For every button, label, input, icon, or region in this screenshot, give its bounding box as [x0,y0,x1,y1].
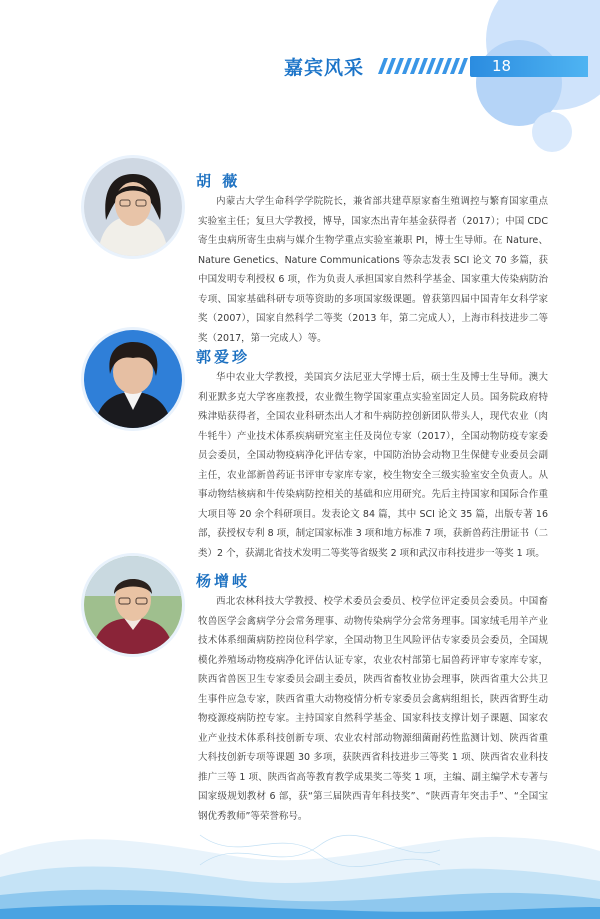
section-title: 嘉宾风采 [284,57,365,79]
stripes-decoration [378,58,470,74]
speaker-bio: 内蒙古大学生命科学学院院长，兼省部共建草原家畜生殖调控与繁育国家重点实验室主任；复旦大学教授，博导，国家杰出青年基金获得者（2017）；中国 CDC 寄生虫病所寄生虫病与媒介生物学重点实验室兼职 PI，博士生导师。在 Nature、Nature Genetics、Nature Communications 等杂志发表 SCI 论文 70 多篇，获中国发明专利授权 6 项，作为负责人承担国家自然科学基金、国家重大传染病防治专项、国家基础科研专项等资助的多项国家级课题。曾获第四届中国青年女科学家奖（2007），国家自然科学二等奖（2013 年，第二完成人），上海市科技进步二等奖（2017，第一完成人）等。 [198,196,548,344]
speaker-name: 胡 薇 [196,172,241,190]
wave-decoration [0,795,600,919]
speaker-name: 郭爱珍 [196,348,251,366]
speaker-bio: 西北农林科技大学教授、校学术委员会委员、校学位评定委员会委员。中国畜牧兽医学会禽病学分会常务理事、动物传染病学分会常务理事。国家绒毛用羊产业技术体系细菌病防控岗位科学家，全国动物卫生风险评估专家委员会委员，全国规模化养殖场动物疫病净化评估认证专家，农业农村部第七届兽药评审专家库专家，陕西省兽医卫生专家委员会副主委员，陕西省畜牧业协会理事，陕西省重大公共卫生事件应急专家，陕西省重大动物疫情分析专家委员会禽病组组长，陕西省野生动物疫源疫病防控专家。主持国家自然科学基金、国家科技支撑计划子课题、国家农业产业技术体系科技创新专项、农业农村部动物源细菌耐药性监测计划、陕西省重大科技创新专项等课题 30 多项，获陕西省科技进步三等奖 1 项、陕西省农业科技推广三等 1 项、陕西省高等教育教学成果奖二等奖 1 项，主编、副主编学术专著与国家级规划教材 6 部，获“第三届陕西青年科技奖”、“陕西青年突击手”、“全国宝钢优秀教师”等荣誉称号。 [198,596,548,822]
portrait-photo [84,158,182,256]
portrait-photo [84,330,182,428]
speaker-bio: 华中农业大学教授，美国宾夕法尼亚大学博士后，硕士生及博士生导师。澳大利亚默多克大学客座教授，农业微生物学国家重点实验室固定人员。国务院政府特殊津贴获得者，全国农业科研杰出人才和牛病防控创新团队带头人，现代农业（肉牛牦牛）产业技术体系疾病研究室主任及岗位专家（2017），全国动物防疫专家委员会委员，全国动物疫病净化评估专家，中国防治协会动物卫生保健专业委员会副主任，农业部新兽药证书评审专家库专家，校生物安全三级实验室安全负责人。从事动物结核病和牛传染病防控相关的基础和应用研究。先后主持国家和国际合作重大项目等 20 余个科研项目。发表论文 84 篇，其中 SCI 论文 35 篇，出版专著 16 部，获授权专利 8 项，制定国家标准 3 项和地方标准 7 项，获新兽药注册证书（二类）2 个，获湖北省技术发明二等奖等省级奖 2 项和武汉市科技进步一等奖 1 项。 [198,372,548,559]
page-number-bar [470,56,588,77]
speaker-name: 杨增岐 [196,572,251,590]
decorative-circle [532,112,572,152]
portrait-photo [84,556,182,654]
page-number: 18 [492,57,512,75]
